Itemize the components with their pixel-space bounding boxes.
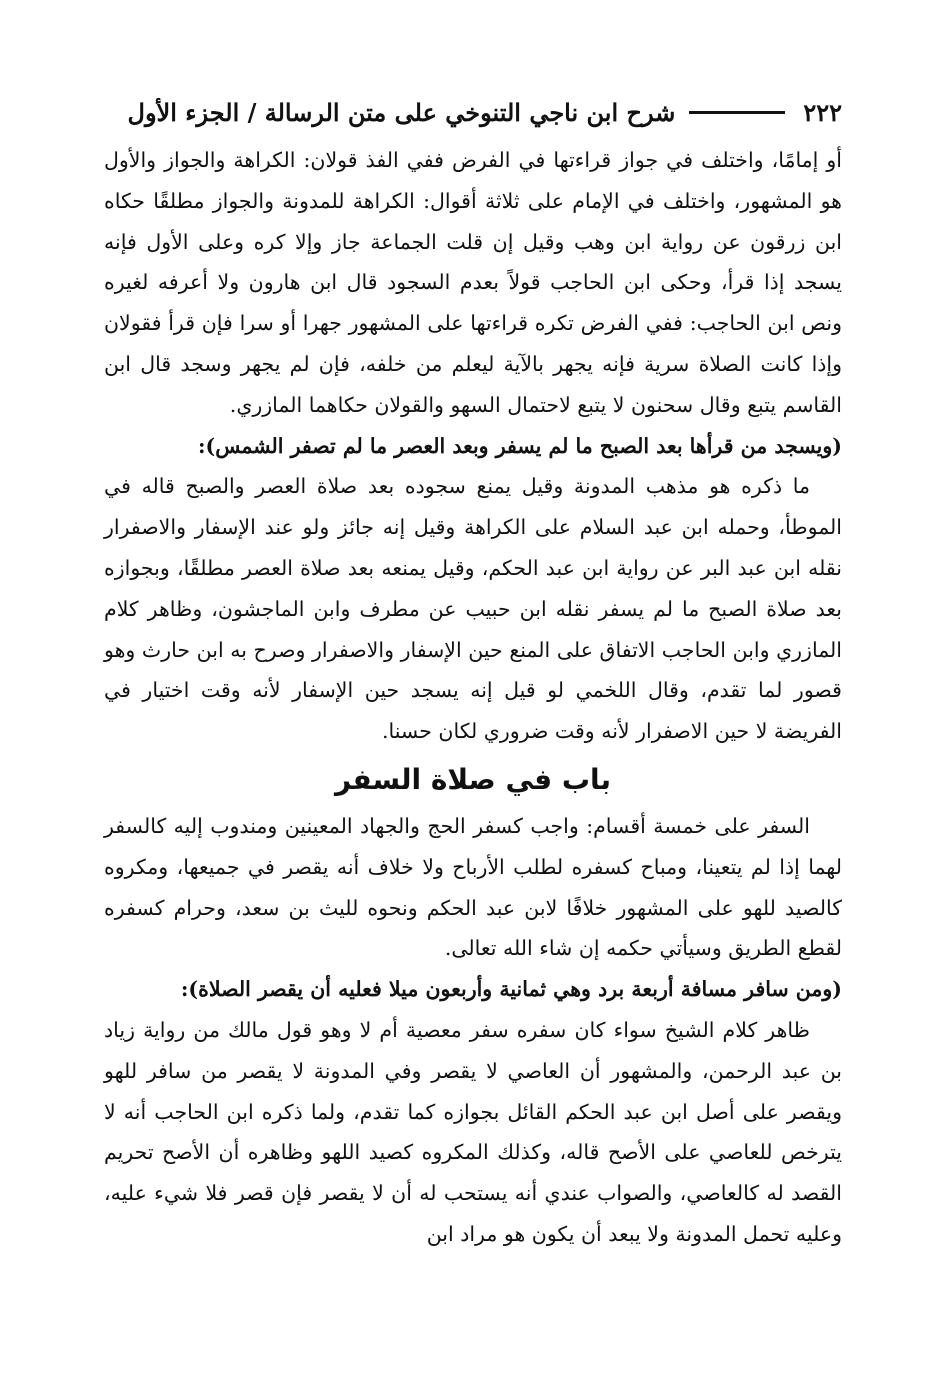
page-header — [104, 92, 842, 132]
page-number: ٢٢٢ — [803, 97, 842, 127]
page-body — [104, 140, 842, 1255]
header-rule — [689, 111, 785, 114]
matn-heading-1: (ويسجد من قرأها بعد الصبح ما لم يسفر وبعد العصر ما لم تصفر الشمس): — [197, 433, 842, 458]
paragraph-1: أو إمامًا، واختلف في جواز قراءتها في الفرض ففي الفذ قولان: الكراهة والجواز والأول هو المشهور، واختلف في الإمام على ثلاثة أقوال: الكراهة للمدونة والجواز مطلقًا حكاه ابن زرقون عن رواية ابن وهب وقيل إن قلت الجماعة جاز وإلا كره وعلى الأول فإنه يسجد إذا قرأ، وحكى ابن الحاجب قولاً بعدم السجود قال ابن هارون ولا أعرفه لغيره ونص ابن الحاجب: ففي الفرض تكره قراءتها على المشهور جهرا أو سرا فإن قرأ فقولان وإذا كانت الصلاة سرية فإنه يجهر بالآية ليعلم من خلفه، فإن لم يجهر وسجد قال ابن القاسم يتبع وقال سحنون لا يتبع لاحتمال السهو والقولان حكاهما المازري. — [104, 148, 842, 417]
paragraph-2: ما ذكره هو مذهب المدونة وقيل يمنع سجوده بعد صلاة العصر والصبح قاله في الموطأ، وحمله ابن عبد السلام على الكراهة وقيل إنه جائز ولو عند الإسفار والاصفرار نقله ابن عبد البر عن رواية ابن عبد الحكم، وقيل يمنعه بعد صلاة العصر مطلقًا، وبجوازه بعد صلاة الصبح ما لم يسفر نقله ابن حبيب عن مطرف وابن الماجشون، وظاهر كلام المازري وابن الحاجب الاتفاق على المنع حين الإسفار والاصفرار وصرح به ابن حارث وهو قصور لما تقدم، وقال اللخمي لو قيل إنه يسجد حين الإسفار لأنه وقت اختيار في الفريضة لا حين الاصفرار لأنه وقت ضروري لكان حسنا. — [104, 474, 842, 744]
section-title: باب في صلاة السفر — [334, 762, 612, 796]
paragraph-3: السفر على خمسة أقسام: واجب كسفر الحج والجهاد المعينين ومندوب إليه كالسفر لهما إذا لم يتعينا، ومباح كسفره لطلب الأرباح ولا خلاف أنه يقصر في جميعها، ومكروه كالصيد للهو على المشهور خلافًا لابن عبد الحكم ونحوه لليث بن سعد، وحرام كسفره لقطع الطريق وسيأتي حكمه إن شاء الله تعالى. — [104, 813, 842, 961]
running-title: شرح ابن ناجي التنوخي على متن الرسالة / الجزء الأول — [127, 97, 676, 127]
matn-heading-2: (ومن سافر مسافة أربعة برد وهي ثمانية وأربعون ميلا فعليه أن يقصر الصلاة): — [180, 977, 842, 1002]
paragraph-4: ظاهر كلام الشيخ سواء كان سفره سفر معصية أم لا وهو قول مالك من رواية زياد بن عبد الرحمن، والمشهور أن العاصي لا يقصر وفي المدونة لا يقصر من سافر للهو ويقصر على أصل ابن عبد الحكم القائل بجوازه كما تقدم، ولما ذكره ابن الحاجب أنه لا يترخص للعاصي على الأصح قاله، وكذلك المكروه كصيد اللهو وظاهره أن الأصح تحريم القصد له كالعاصي، والصواب عندي أنه يستحب له أن لا يقصر فإن قصر فلا شيء عليه، وعليه تحمل المدونة ولا يبعد أن يكون هو مراد ابن — [104, 1017, 842, 1246]
